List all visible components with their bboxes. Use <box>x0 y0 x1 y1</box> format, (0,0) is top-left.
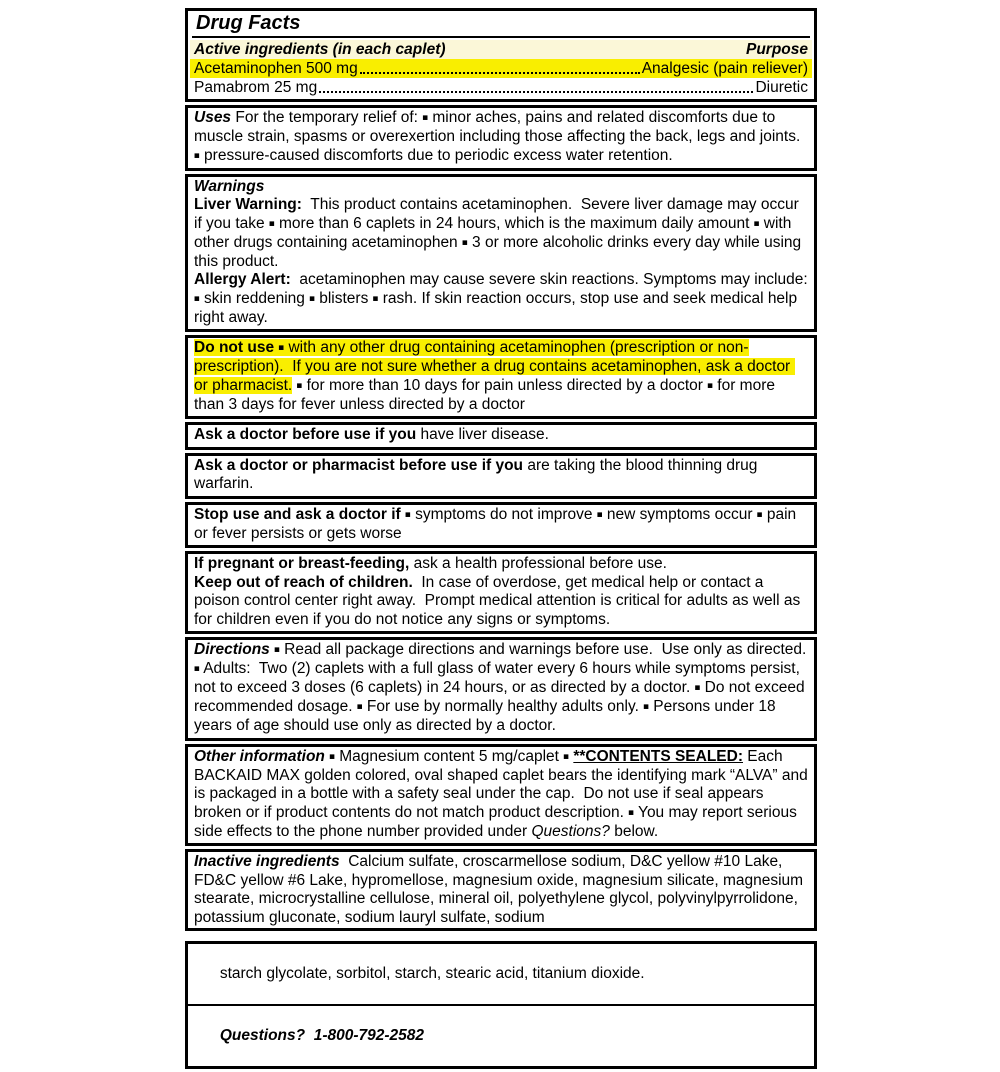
text-run: Directions <box>194 641 270 658</box>
bullet-square-icon: ■ <box>296 380 303 391</box>
text-run: ■ Read all package directions and warnings before use. Use only as directed. ■ Adults: Two (2) caplets with a full glass of water every 6 hours while symptoms persist, not to exceed 3 doses (6 caplets) in 24 hours, or as directed by a doctor. ■ Do not exceed recommended dosage. ■ For use by normally healthy adults only. ■ Persons under 18 years of age should use only as directed by a doctor. <box>194 641 811 734</box>
ingredient-purpose: Analgesic (pain reliever) <box>641 60 808 77</box>
section-do-not-use <box>185 335 817 419</box>
drug-facts-title: Drug Facts <box>196 12 301 34</box>
text-run: ask a health professional before use. <box>409 555 667 572</box>
text-run: below. <box>609 822 659 840</box>
bullet-square-icon: ■ <box>628 807 634 818</box>
text-run: Calcium sulfate, croscarmellose sodium, D&C yellow #10 Lake, FD&C yellow #6 Lake, hypromellose, magnesium oxide, magnesium silicate, magnesium stearate, microcrystalline cellulose, mineral oil, polyethylene glycol, polyvinylpyrrolidone, potassium gluconate, sodium lauryl sulfate, sodium <box>194 853 808 926</box>
bullet-square-icon: ■ <box>707 380 713 391</box>
text-run: are taking the blood thinning drug warfarin. <box>194 456 762 492</box>
continuation-text: starch glycolate, sorbitol, starch, stearic acid, titanium dioxide. <box>219 965 645 982</box>
active-ingredients-label: Active ingredients (in each caplet) <box>194 41 446 58</box>
allergy-alert-text <box>194 271 812 327</box>
bullet-square-icon: ■ <box>643 701 649 713</box>
section-ask-doctor-pharmacist <box>185 453 817 499</box>
text-run: **CONTENTS SEALED: <box>573 747 743 765</box>
liver-warning-text <box>194 196 808 271</box>
text-run: ■ with any other drug containing acetaminophen (prescription or non-prescription). If you are not sure whether a drug contains acetaminophen, ask a doctor or pharmacist. <box>194 339 795 394</box>
text-run: Ask a doctor or pharmacist before use if you <box>194 456 524 474</box>
text-run: Other information <box>194 747 325 765</box>
text-run: ■ for more than 10 days for pain unless directed by a doctor ■ for more than 3 days for fever unless directed by a doctor <box>194 376 780 413</box>
bullet-square-icon: ■ <box>194 150 200 161</box>
dotted-leader <box>319 91 753 93</box>
ask-doctor-pharmacist-text <box>194 457 808 494</box>
ingredient-name: Pamabrom 25 mg <box>194 79 318 96</box>
text-run: Do not use <box>194 339 275 356</box>
bullet-square-icon: ■ <box>694 682 701 694</box>
bullet-square-icon: ■ <box>329 751 335 762</box>
stop-use-text <box>194 506 808 544</box>
purpose-label: Purpose <box>745 41 808 58</box>
keep-out-of-reach-text <box>194 574 808 630</box>
bullet-square-icon: ■ <box>756 509 763 520</box>
uses-text <box>194 109 808 166</box>
text-run: If pregnant or breast-feeding, <box>194 555 410 572</box>
bullet-square-icon: ■ <box>422 112 429 124</box>
other-information-text <box>194 747 813 842</box>
questions-text: Questions? 1-800-792-2582 <box>219 1027 425 1044</box>
section-warnings <box>185 174 817 333</box>
bullet-square-icon: ■ <box>753 218 760 229</box>
bullet-square-icon: ■ <box>194 663 200 675</box>
text-run: Ask a doctor before use if you <box>194 426 417 443</box>
bullet-square-icon: ■ <box>405 509 411 520</box>
bullet-square-icon: ■ <box>268 218 275 229</box>
bullet-square-icon: ■ <box>372 293 379 304</box>
ingredient-name: Acetaminophen 500 mg <box>194 60 358 77</box>
text-run: ■ Magnesium content 5 mg/caplet ■ <box>329 747 570 765</box>
warnings-heading <box>194 178 808 197</box>
directions-text <box>194 641 811 736</box>
ask-doctor-text <box>194 426 808 445</box>
text-run: Warnings <box>194 177 265 195</box>
section-title-active-ingredients <box>185 8 817 102</box>
text-run: Keep out of reach of children. <box>194 573 413 591</box>
ingredient-row-pamabrom <box>190 78 812 97</box>
section-footer <box>185 941 817 1069</box>
bullet-square-icon: ■ <box>194 293 200 304</box>
text-run: acetaminophen may cause severe skin reactions. Symptoms may include: ■ skin reddening ■ blisters ■ rash. If skin reaction occurs, stop use and seek medical help right away. <box>194 271 812 326</box>
active-ingredients-header <box>190 40 812 59</box>
text-run: Liver Warning: <box>194 196 302 213</box>
text-run: In case of overdose, get medical help or contact a poison control center right away. Prompt medical attention is critical for adults as well as for children even if you do not notice any signs or symptoms. <box>194 573 805 628</box>
text-run: Each BACKAID MAX golden colored, oval shaped caplet bears the identifying mark “ALVA” and is packaged in a bottle with a safety seal under the cap. Do not use if seal appears broken or if product contents do not match product description. ■ You may report serious side effects to the phone number provided under <box>194 747 813 840</box>
bullet-square-icon: ■ <box>356 701 363 713</box>
questions-row <box>188 1006 814 1066</box>
inactive-continuation-row <box>188 944 814 1006</box>
section-inactive-ingredients <box>185 849 817 931</box>
section-ask-doctor <box>185 422 817 450</box>
section-stop-use <box>185 502 817 549</box>
dotted-leader <box>360 72 640 74</box>
inactive-ingredients-text <box>194 853 808 927</box>
do-not-use-text <box>194 339 808 414</box>
bullet-square-icon: ■ <box>309 293 315 304</box>
bullet-square-icon: ■ <box>563 751 570 762</box>
bullet-square-icon: ■ <box>278 342 285 354</box>
section-directions <box>185 637 817 741</box>
text-run: Allergy Alert: <box>194 271 291 288</box>
ingredient-purpose: Diuretic <box>755 79 808 96</box>
drug-facts-label <box>185 8 817 1072</box>
text-run: ■ symptoms do not improve ■ new symptoms occur ■ pain or fever persists or gets worse <box>194 505 801 542</box>
text-run: have liver disease. <box>416 426 549 443</box>
bullet-square-icon: ■ <box>462 237 468 248</box>
text-run: Stop use and ask a doctor if <box>194 505 401 523</box>
pregnancy-text <box>194 555 808 574</box>
section-uses <box>185 105 817 171</box>
text-run: Uses <box>194 109 232 126</box>
section-other-information <box>185 744 817 847</box>
section-pregnancy-children <box>185 551 817 634</box>
text-run: Inactive ingredients <box>194 853 340 870</box>
text-run: Questions? <box>531 822 610 840</box>
text-run: For the temporary relief of: ■ minor aches, pains and related discomforts due to muscle strain, spasms or overexertion including those affecting the back, legs and joints. ■ pressure-caused discomforts due to periodic excess water retention. <box>194 109 805 164</box>
bullet-square-icon: ■ <box>596 509 603 520</box>
bullet-square-icon: ■ <box>274 644 280 656</box>
text-run: This product contains acetaminophen. Severe liver damage may occur if you take ■ more than 6 caplets in 24 hours, which is the maximum daily amount ■ with other drugs containing acetaminophen ■ 3 or more alcoholic drinks every day while using this product. <box>194 196 806 270</box>
ingredient-row-acetaminophen <box>190 59 812 78</box>
title-divider <box>192 36 810 38</box>
